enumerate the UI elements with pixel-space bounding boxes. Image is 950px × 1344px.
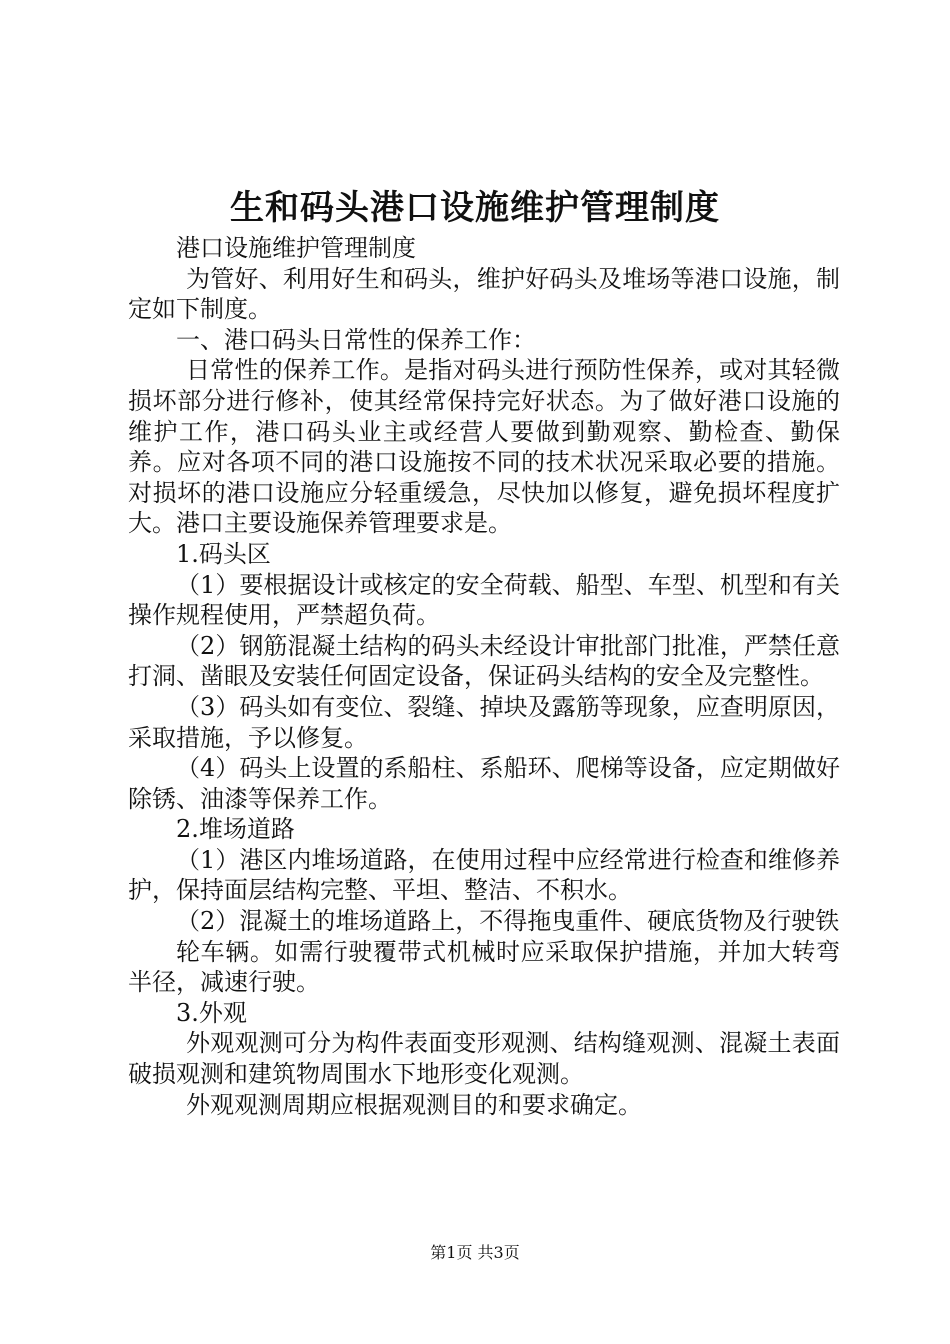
intro-paragraph: 为管好、利用好生和码头，维护好码头及堆场等港口设施，制定如下制度。 [128, 264, 840, 324]
appearance-paragraph-1: 外观观测可分为构件表面变形观测、结构缝观测、混凝土表面破损观测和建筑物周围水下地形变化观测。 [128, 1029, 840, 1089]
subtitle-paragraph: 港口设施维护管理制度 [176, 234, 416, 262]
maintenance-paragraph: 日常性的保养工作。是指对码头进行预防性保养，或对其轻微损坏部分进行修补，使其经常保持完好状态。为了做好港口设施的维护工作，港口码头业主或经营人要做到勤观察、勤检查、勤保养。应对各项不同的港口设施按不同的技术状况采取必要的措施。对损坏的港口设施应分轻重缓急，尽快加以修复，避免损坏程度扩大。港口主要设施保养管理要求是。 [128, 356, 840, 538]
document-title: 生和码头港口设施维护管理制度 [230, 188, 720, 228]
wharf-item-2: （2）钢筋混凝土结构的码头未经设计审批部门批准，严禁任意打洞、凿眼及安装任何固定设备，保证码头结构的安全及完整性。 [128, 631, 840, 691]
subsection-heading-appearance: 3.外观 [176, 998, 247, 1027]
yard-item-2-continued: 轮车辆。如需行驶覆带式机械时应采取保护措施，并加大转弯半径，减速行驶。 [128, 937, 840, 997]
yard-item-1: （1）港区内堆场道路，在使用过程中应经常进行检查和维修养护，保持面层结构完整、平坦、整洁、不积水。 [128, 845, 840, 905]
section-heading-1: 一、港口码头日常性的保养工作： [176, 325, 536, 354]
wharf-item-1: （1）要根据设计或核定的安全荷载、船型、车型、机型和有关操作规程使用，严禁超负荷。 [128, 570, 840, 630]
page-number-footer: 第1页 共3页 [430, 1243, 520, 1262]
wharf-item-4: （4）码头上设置的系船柱、系船环、爬梯等设备，应定期做好除锈、油漆等保养工作。 [128, 754, 840, 813]
document-body [128, 233, 840, 1120]
wharf-item-3: （3）码头如有变位、裂缝、掉块及露筋等现象，应查明原因，采取措施，予以修复。 [128, 692, 840, 752]
yard-item-2: （2）混凝土的堆场道路上，不得拖曳重件、硬底货物及行驶铁 [176, 907, 840, 936]
subsection-heading-yard: 2.堆场道路 [176, 815, 295, 844]
subsection-heading-wharf: 1.码头区 [176, 539, 271, 568]
appearance-paragraph-2: 外观观测周期应根据观测目的和要求确定。 [186, 1090, 642, 1119]
